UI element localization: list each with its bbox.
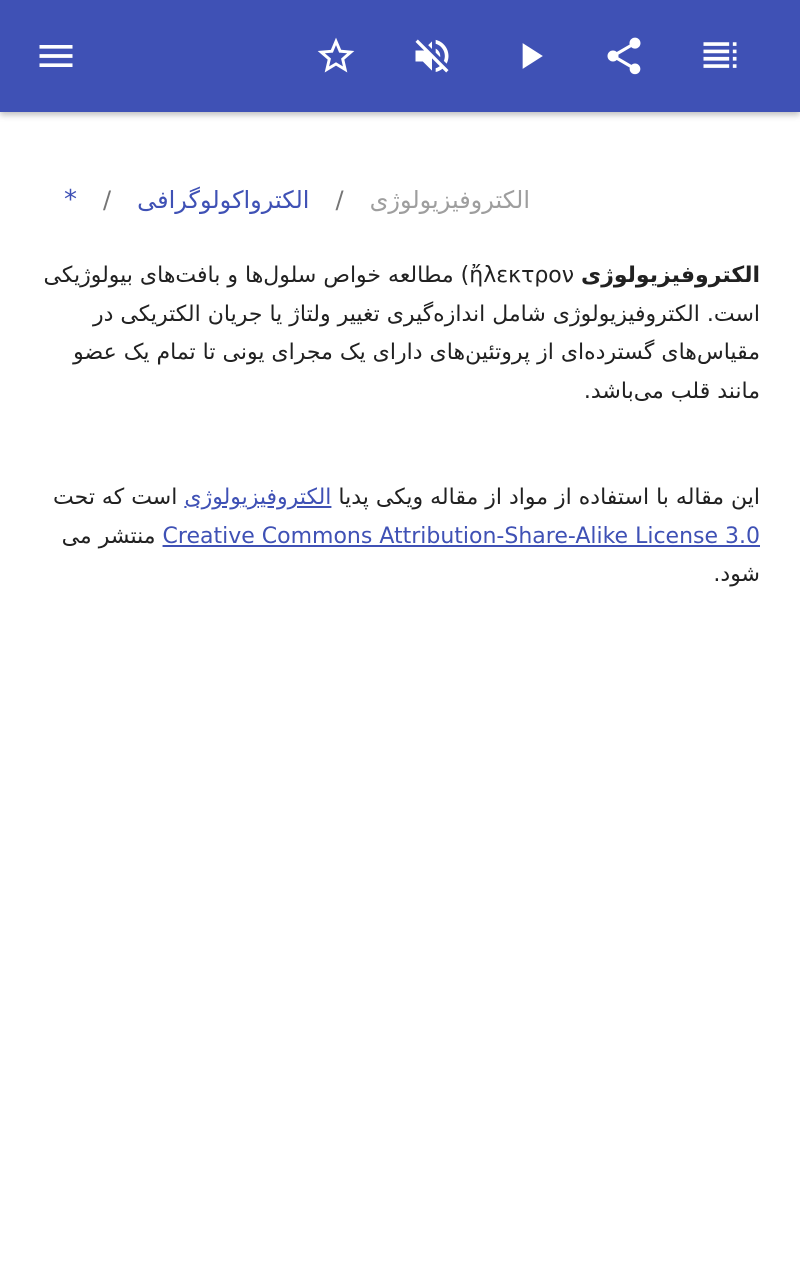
contents-button[interactable] bbox=[692, 28, 748, 84]
license-link[interactable]: Creative Commons Attribution-Share-Alike License 3.0 bbox=[162, 523, 760, 549]
share-button[interactable] bbox=[596, 28, 652, 84]
share-icon bbox=[602, 34, 646, 78]
menu-icon bbox=[34, 34, 78, 78]
attribution-middle: است که تحت bbox=[53, 485, 178, 510]
breadcrumb-root-link[interactable]: * bbox=[64, 185, 78, 215]
article-definition bbox=[32, 257, 760, 411]
mute-button[interactable] bbox=[404, 28, 460, 84]
breadcrumb-current: الکتروفیزیولوژی bbox=[369, 186, 530, 214]
breadcrumb bbox=[40, 180, 530, 220]
attribution-suffix: منتشر می شود. bbox=[61, 523, 760, 587]
breadcrumb-separator: / bbox=[335, 186, 344, 214]
list-icon bbox=[698, 34, 742, 78]
volume-off-icon bbox=[410, 34, 454, 78]
play-icon bbox=[508, 34, 552, 78]
attribution-prefix: این مقاله با استفاده از مواد از مقاله ویکی پدیا bbox=[338, 485, 760, 510]
star-outline-icon bbox=[314, 34, 358, 78]
article-term: الکتروفیزیولوژی bbox=[581, 263, 760, 288]
breadcrumb-parent-link[interactable]: الکترواکولوگرافی bbox=[137, 186, 310, 214]
favorite-button[interactable] bbox=[308, 28, 364, 84]
menu-button[interactable] bbox=[28, 28, 84, 84]
play-button[interactable] bbox=[502, 28, 558, 84]
article-definition-text: مطالعه خواص سلول‌ها و بافت‌های بیولوژیکی است. الکتروفیزیولوژی شامل اندازه‌گیری تغییر ولتاژ یا جریان الکتریکی در مقیاس‌های گسترده‌ای از پروتئین‌های دارای یک مجرای یونی تا تمام یک عضو مانند قلب می‌باشد. bbox=[43, 263, 760, 404]
article-etymology: (ἤλεκτρον bbox=[460, 263, 575, 288]
breadcrumb-separator: / bbox=[103, 186, 112, 214]
app-bar bbox=[0, 0, 800, 112]
wikipedia-article-link[interactable]: الکتروفیزیولوژی bbox=[184, 485, 332, 510]
attribution-notice bbox=[32, 479, 760, 595]
